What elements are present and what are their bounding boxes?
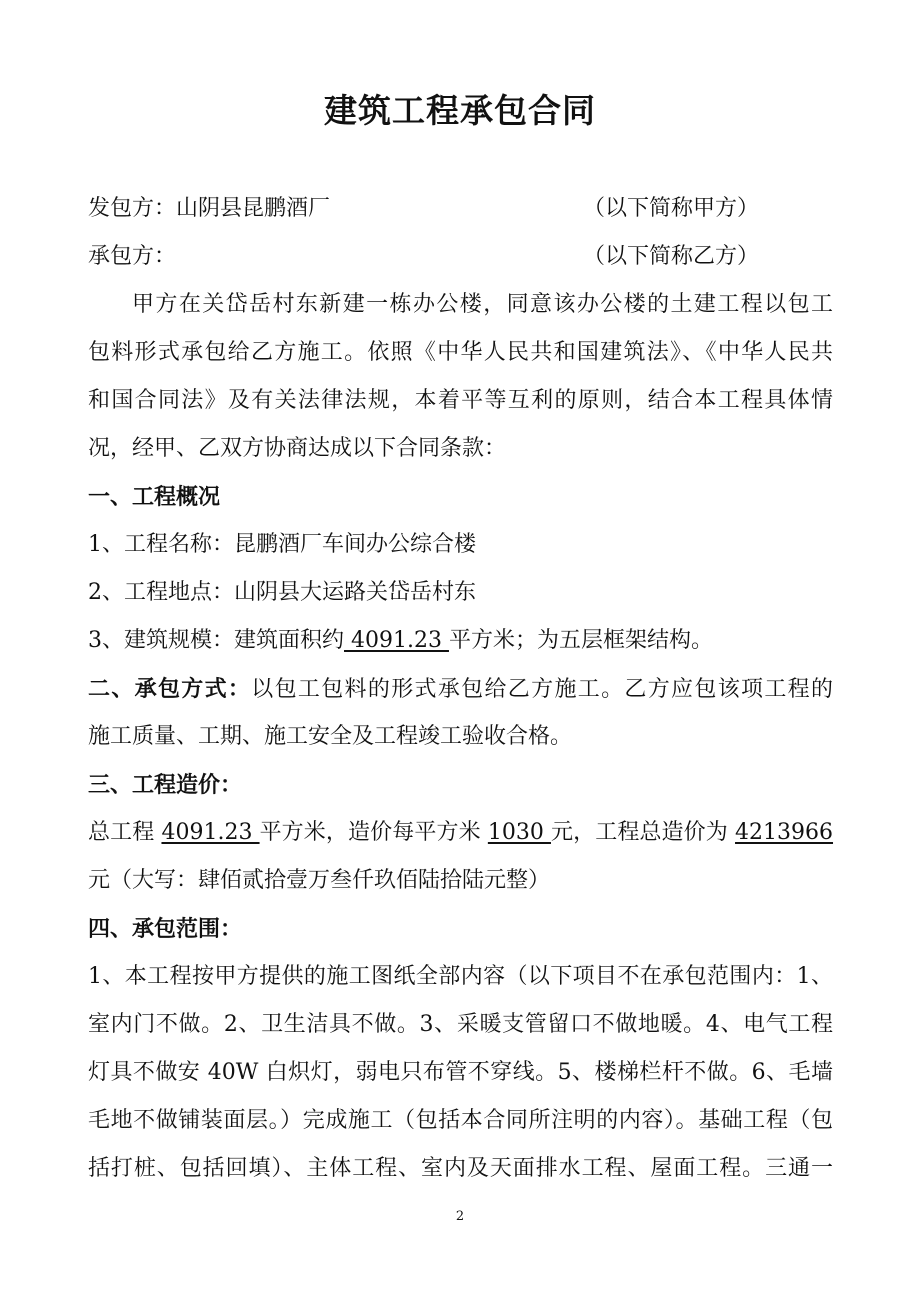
section-4-line-2: 室内门不做。2、卫生洁具不做。3、采暖支管留口不做地暖。4、电气工程 [88,1012,833,1037]
section-1-item-3 [88,626,833,656]
section-3-amount-in-words: 元（大写：肆佰贰拾壹万叁仟玖佰陆拾陆元整） [88,868,551,893]
section-2-heading: 二、承包方式： [88,676,252,702]
total-area-value: 4091.23 [161,820,260,845]
building-scale-suffix: 平方米；为五层框架结构。 [448,628,713,653]
contractor-note: （以下简称乙方） [583,244,760,269]
section-4-heading: 四、承包范围： [88,916,243,942]
section-1-heading: 一、工程概况 [88,484,221,510]
section-4-line-5: 括打桩、包括回填）、主体工程、室内及天面排水工程、屋面工程。三通一 [88,1156,833,1181]
total-project-label: 总工程 [88,820,162,845]
section-2-line-2: 施工质量、工期、施工安全及工程竣工验收合格。 [88,724,573,749]
intro-line-1: 甲方在关岱岳村东新建一栋办公楼，同意该办公楼的土建工程以包工 [132,292,833,317]
employer-line [88,194,833,224]
unit-price-value: 1030 [487,820,551,845]
section-2-line-1 [88,674,833,705]
employer-name: 山阴县昆鹏酒厂 [176,196,331,221]
intro-line-2: 包料形式承包给乙方施工。依照《中华人民共和国建筑法》、《中华人民共 [88,340,833,365]
contractor-line [88,242,833,272]
section-2-text-1: 以包工包料的形式承包给乙方施工。乙方应包该项工程的 [251,677,833,702]
section-1-item-2: 2、工程地点：山阴县大运路关岱岳村东 [88,580,476,605]
total-price-value: 4213966 [735,820,834,845]
intro-line-3: 和国合同法》及有关法律法规，本着平等互利的原则，结合本工程具体情 [88,388,833,413]
contractor-label: 承包方： [88,244,177,269]
section-3-price-line [88,818,833,848]
page-number: 2 [455,1209,465,1224]
unit-price-label: 平方米，造价每平方米 [259,820,488,845]
building-scale-prefix: 3、建筑规模：建筑面积约 [88,628,344,653]
document-title: 建筑工程承包合同 [324,91,596,130]
intro-line-4: 况，经甲、乙双方协商达成以下合同条款： [88,436,507,461]
section-4-line-3: 灯具不做安 40W 白炽灯，弱电只布管不穿线。5、楼梯栏杆不做。6、毛墙 [88,1060,833,1085]
employer-note: （以下简称甲方） [583,196,760,221]
section-3-heading: 三、工程造价： [88,772,243,798]
employer-label: 发包方： [88,196,177,221]
section-1-item-1: 1、工程名称：昆鹏酒厂车间办公综合楼 [88,532,476,557]
section-4-line-4: 毛地不做铺装面层。）完成施工（包括本合同所注明的内容）。基础工程（包 [88,1108,833,1133]
total-price-label: 元，工程总造价为 [550,820,736,845]
section-4-line-1: 1、本工程按甲方提供的施工图纸全部内容（以下项目不在承包范围内：1、 [88,964,833,989]
building-area-value: 4091.23 [344,628,449,653]
